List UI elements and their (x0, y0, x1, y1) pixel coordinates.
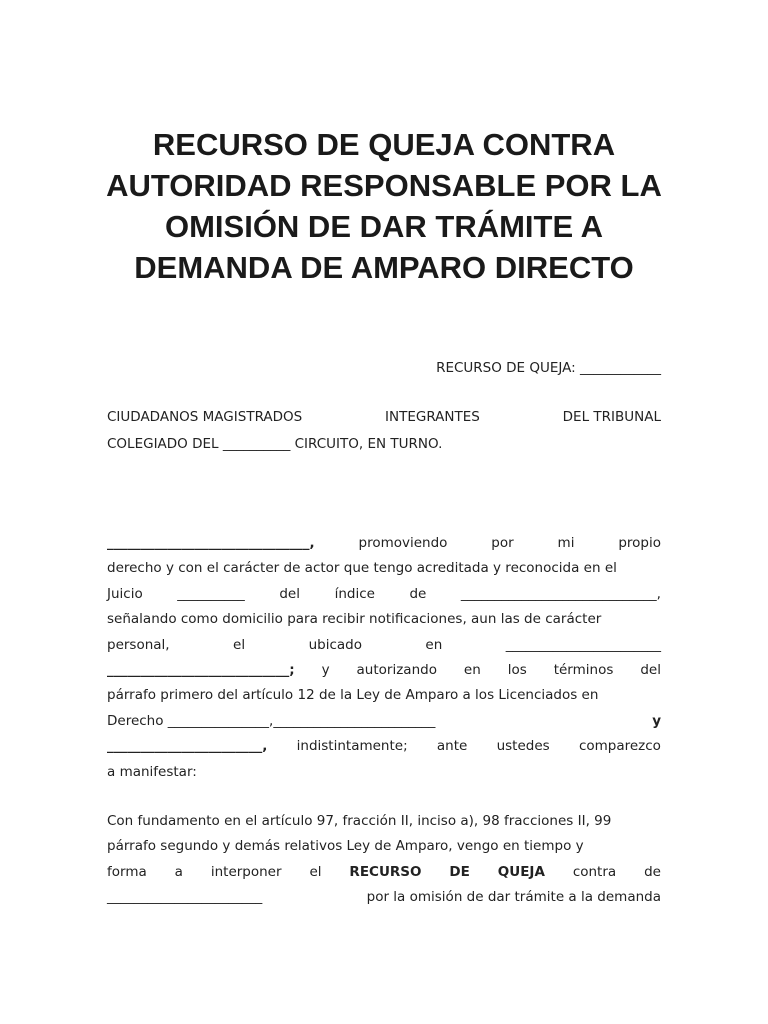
text-line: párrafo segundo y demás relativos Ley de Amparo, vengo en tiempo y (107, 838, 584, 855)
paragraph-grounds (107, 809, 661, 911)
text-line: a manifestar: (107, 763, 197, 780)
text-line: ___________________________; y autorizando en los términos del (107, 658, 661, 683)
addressee-block (107, 407, 661, 454)
text-line: señalando como domicilio para recibir notificaciones, aun las de carácter (107, 611, 602, 628)
text-line: derecho y con el carácter de actor que tengo acreditada y reconocida en el (107, 560, 617, 577)
addressee-line: CIUDADANOS MAGISTRADOS INTEGRANTES DEL TRIBUNAL (107, 409, 661, 425)
blank-field: ___________________________; (107, 661, 295, 678)
case-number-line: RECURSO DE QUEJA: ____________ (436, 360, 661, 376)
addressee-line: COLEGIADO DEL __________ CIRCUITO, EN TURNO. (107, 436, 443, 452)
text-line: Con fundamento en el artículo 97, fracción II, inciso a), 98 fracciones II, 99 (107, 813, 612, 829)
text-line: _______________________ por la omisión de dar trámite a la demanda (107, 885, 661, 910)
document-title (80, 124, 688, 288)
blank-field: _____________________________, (460, 585, 661, 602)
blank-field: _______________________, (107, 738, 268, 755)
blank-field: __________ (177, 585, 245, 602)
title-line: RECURSO DE QUEJA CONTRA (152, 127, 616, 162)
blank-field: ______________________________, (107, 535, 315, 551)
title-line: AUTORIDAD RESPONSABLE POR LA (106, 168, 662, 203)
paragraph-intro (107, 531, 661, 785)
text-line: Juicio __________ del índice de _____________________________, (107, 582, 661, 607)
text-line: _______________________, indistintamente; ante ustedes comparezco (107, 734, 661, 759)
blank-field: _______________________ (107, 889, 263, 906)
text-line: párrafo primero del artículo 12 de la Ley de Amparo a los Licenciados en (107, 687, 599, 704)
text-line: personal, el ubicado en _______________________ (107, 633, 661, 658)
blank-field: _______________________ (505, 636, 661, 653)
text-line: ______________________________, promoviendo por mi propio (107, 531, 661, 556)
title-line: OMISIÓN DE DAR TRÁMITE A (164, 209, 603, 244)
text-line: Derecho _______________,________________________ y (107, 709, 661, 734)
title-line: DEMANDA DE AMPARO DIRECTO (134, 250, 634, 285)
text-line: forma a interponer el RECURSO DE QUEJA contra de (107, 863, 661, 880)
blank-field: Derecho _______________,________________________ (107, 712, 436, 729)
